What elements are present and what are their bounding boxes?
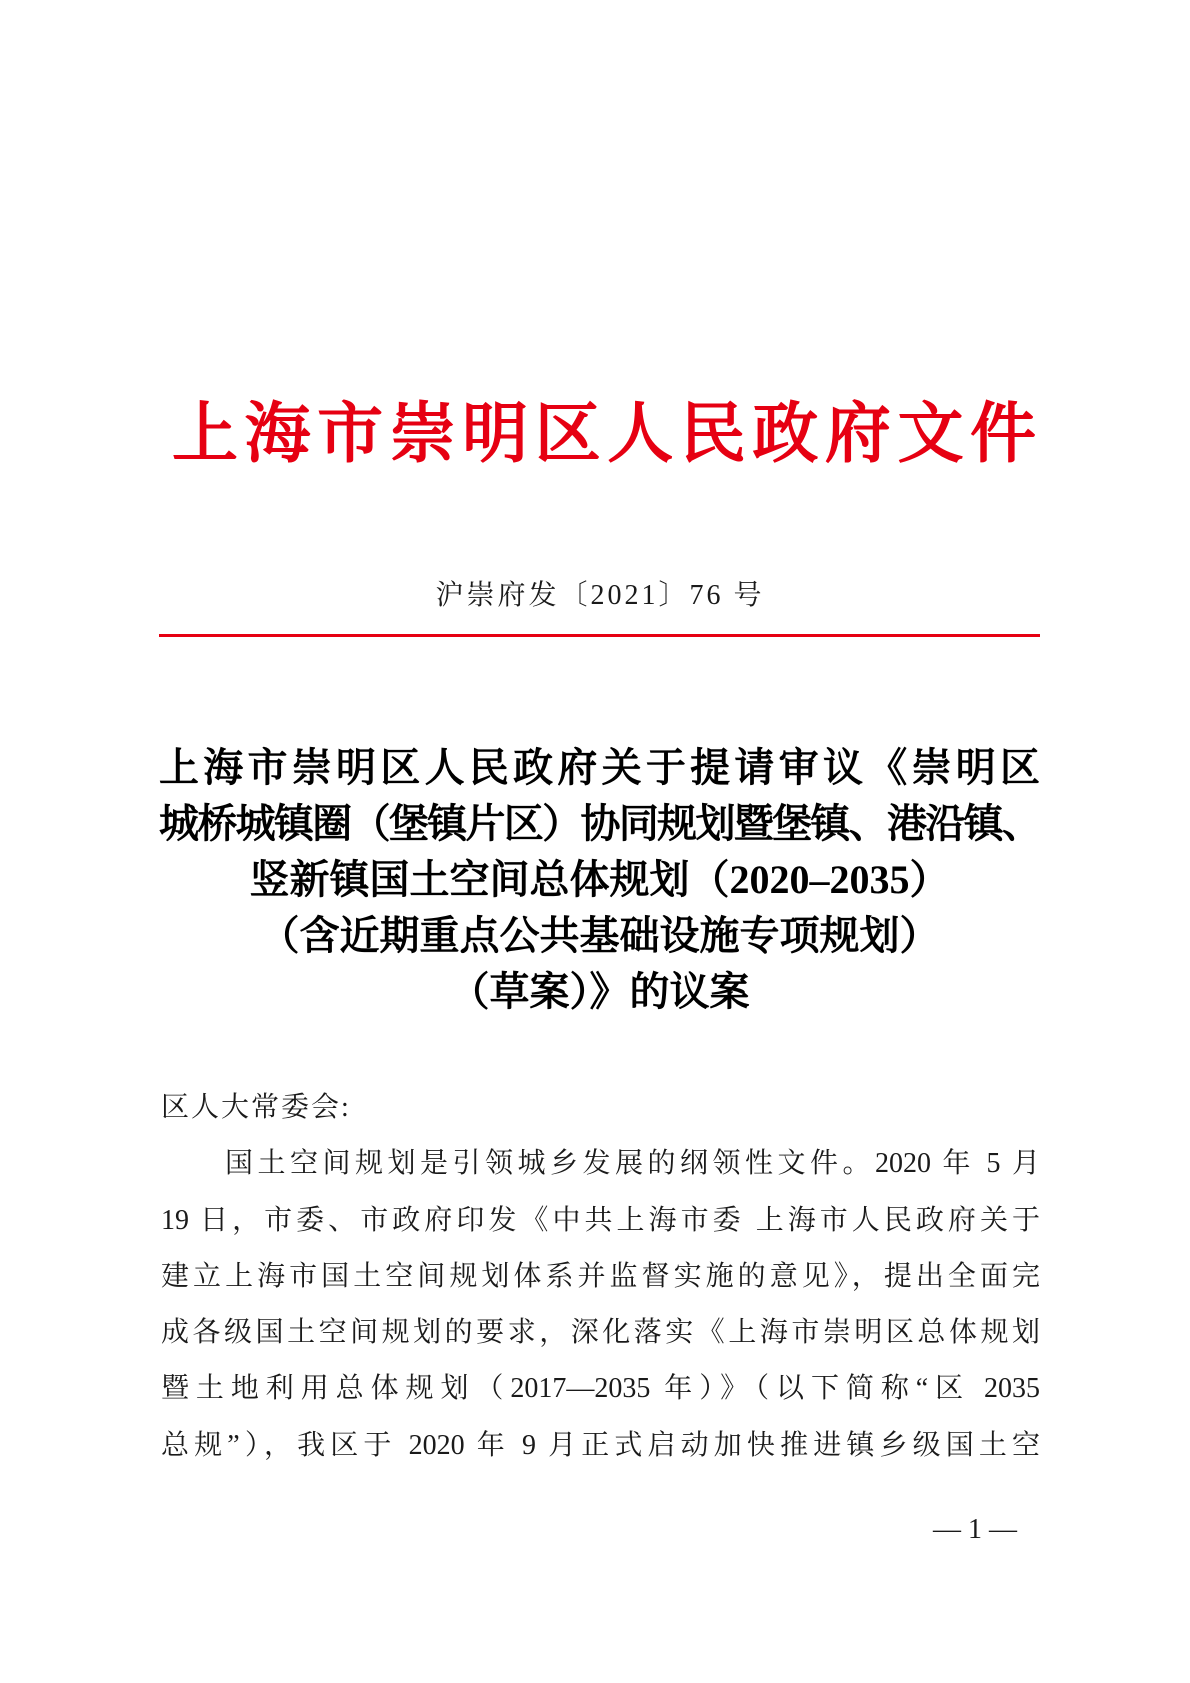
title-line: 竖新镇国土空间总体规划（2020–2035） [249, 857, 950, 902]
title-line: 城桥城镇圈（堡镇片区）协同规划暨堡镇、港沿镇、 [159, 801, 1040, 846]
page-number: — 1 — [933, 1514, 1017, 1545]
title-line: 上海市崇明区人民政府关于提请审议《崇明区 [159, 745, 1040, 790]
issuer-header-title: 上海市崇明区人民政府文件 [172, 398, 1036, 471]
document-title [159, 740, 1040, 1020]
body-line: 总规”），我区于 2020 年 9 月正式启动加快推进镇乡级国土空 [161, 1429, 1040, 1461]
body-line: 成各级国土空间规划的要求，深化落实《上海市崇明区总体规划 [161, 1317, 1040, 1349]
addressee: 区人大常委会: [161, 1092, 351, 1123]
body-line: 建立上海市国土空间规划体系并监督实施的意见》，提出全面完 [161, 1260, 1040, 1292]
body-line: 国土空间规划是引领城乡发展的纲领性文件。2020 年 5 月 [225, 1148, 1040, 1180]
document-body [161, 1080, 1040, 1474]
title-line: （含近期重点公共基础设施专项规划） [259, 913, 940, 958]
body-line: 19 日，市委、市政府印发《中共上海市委 上海市人民政府关于 [161, 1204, 1040, 1236]
document-number: 沪崇府发〔2021〕76 号 [435, 580, 765, 611]
title-line: （草案）》的议案 [449, 969, 750, 1014]
body-line: 暨土地利用总体规划（2017—2035 年）》（以下简称“区 2035 [161, 1373, 1040, 1405]
red-divider-line [159, 634, 1040, 637]
